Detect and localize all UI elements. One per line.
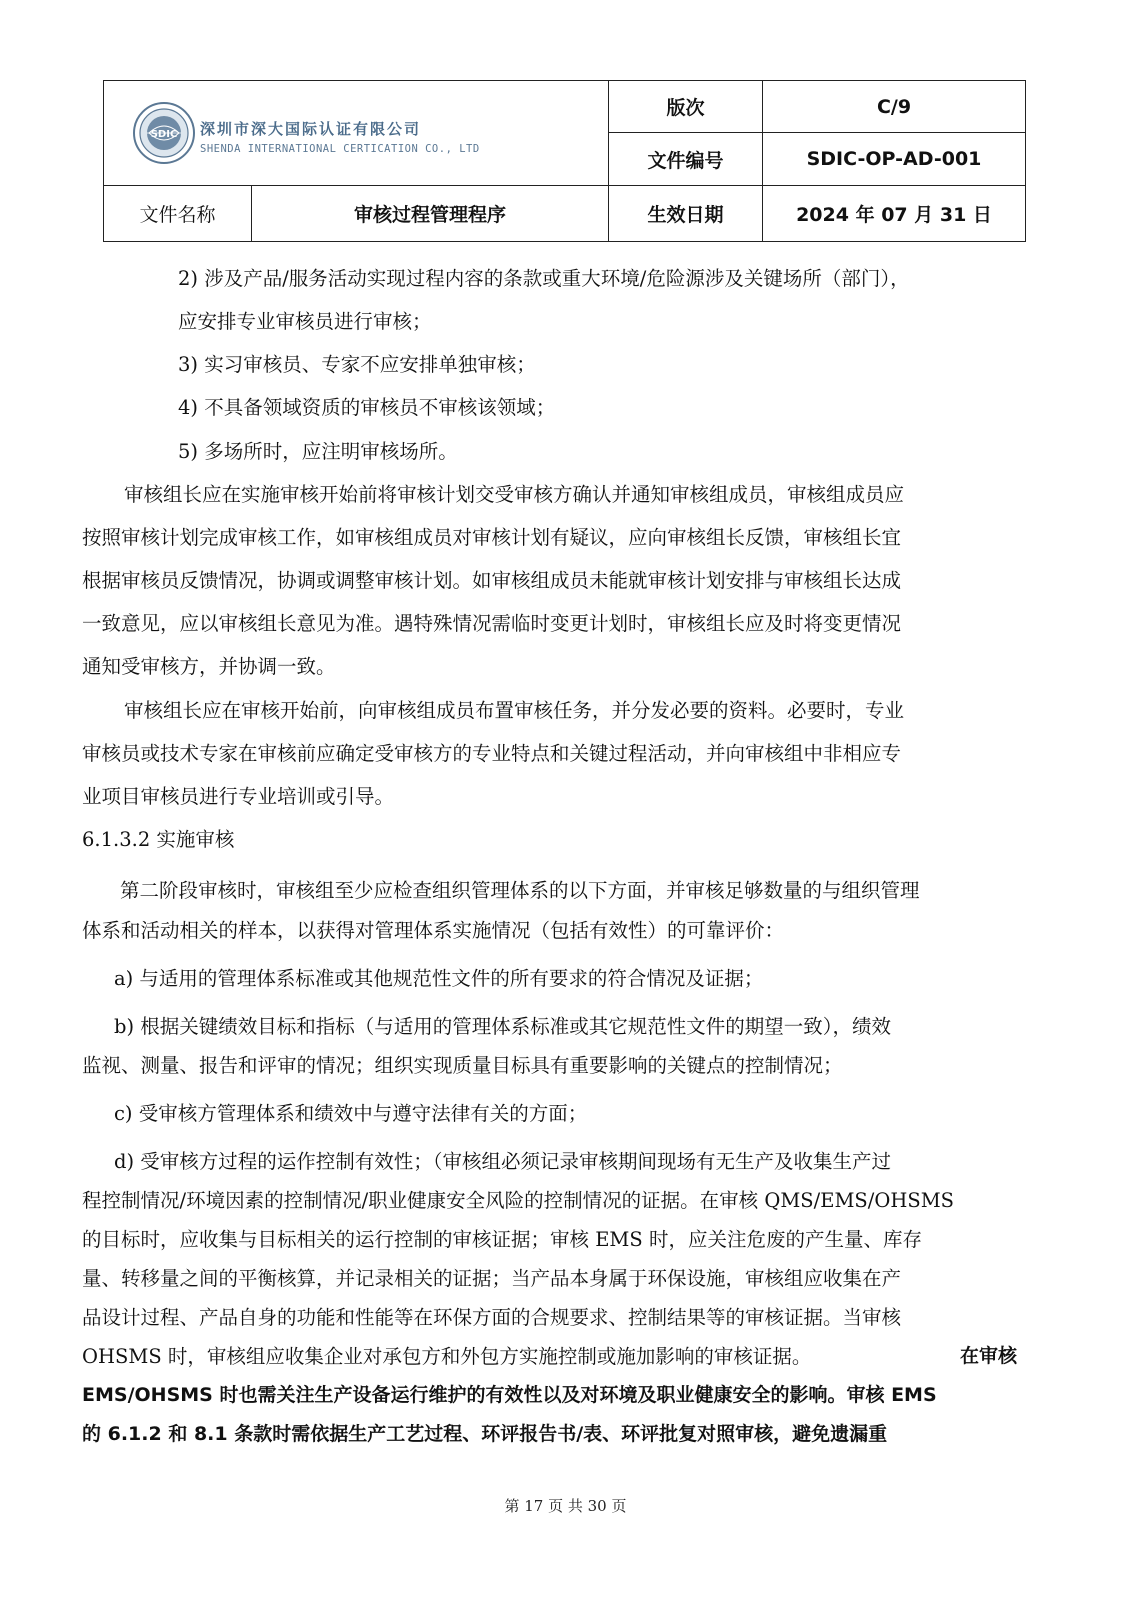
list-item: 5) 多场所时，应注明审核场所。	[178, 440, 458, 463]
company-name	[200, 118, 480, 155]
list-item-continuation: 监视、测量、报告和评审的情况；组织实现质量目标具有重要影响的关键点的控制情况；	[82, 1054, 843, 1077]
doc-name-value: 审核过程管理程序	[252, 186, 609, 242]
paragraph-line: 一致意见，应以审核组长意见为准。遇特殊情况需临时变更计划时，审核组长应及时将变更情况	[82, 612, 902, 635]
logo-text: SDIC	[150, 129, 178, 140]
list-item-continuation: 程控制情况/环境因素的控制情况/职业健康安全风险的控制情况的证据。在审核 QMS/EMS/OHSMS	[82, 1189, 955, 1212]
bold-emphasis: EMS/OHSMS 时也需关注生产设备运行维护的有效性以及对环境及职业健康安全的影响。审核 EMS	[82, 1384, 937, 1406]
list-item: d) 受审核方过程的运作控制有效性；（审核组必须记录审核期间现场有无生产及收集生产过	[114, 1150, 892, 1173]
paragraph-line: 体系和活动相关的样本，以获得对管理体系实施情况（包括有效性）的可靠评价：	[82, 919, 785, 942]
paragraph-line: 根据审核员反馈情况，协调或调整审核计划。如审核组成员未能就审核计划安排与审核组长达成	[82, 569, 902, 592]
document-header-table	[103, 80, 1026, 242]
version-value: C/9	[763, 81, 1026, 133]
company-name-en: SHENDA INTERNATIONAL CERTICATION CO., LTD	[200, 142, 480, 155]
list-item-continuation: 应安排专业审核员进行审核；	[178, 310, 432, 333]
list-item-continuation: 量、转移量之间的平衡核算，并记录相关的证据；当产品本身属于环保设施，审核组应收集在产	[82, 1267, 902, 1290]
list-item: c) 受审核方管理体系和绩效中与遵守法律有关的方面；	[114, 1102, 588, 1125]
effective-date-label: 生效日期	[609, 186, 763, 242]
page-footer: 第 17 页 共 30 页	[504, 1497, 627, 1515]
doc-number-label: 文件编号	[609, 133, 763, 186]
bold-emphasis: 在审核	[960, 1345, 1018, 1367]
doc-name-label: 文件名称	[104, 186, 252, 242]
company-logo-cell	[104, 81, 609, 186]
paragraph-line: 审核组长应在实施审核开始前将审核计划交受审核方确认并通知审核组成员，审核组成员应	[124, 483, 905, 506]
doc-number-value: SDIC-OP-AD-001	[763, 133, 1026, 186]
paragraph-line: 第二阶段审核时，审核组至少应检查组织管理体系的以下方面，并审核足够数量的与组织管理	[120, 879, 920, 902]
list-item-continuation: OHSMS 时，审核组应收集企业对承包方和外包方实施控制或施加影响的审核证据。	[82, 1345, 812, 1368]
paragraph-line: 通知受审核方，并协调一致。	[82, 655, 336, 678]
list-item-continuation: 的目标时，应收集与目标相关的运行控制的审核证据；审核 EMS 时，应关注危废的产生量、库存	[82, 1228, 922, 1251]
effective-date-value: 2024 年 07 月 31 日	[763, 186, 1026, 242]
section-heading: 6.1.3.2 实施审核	[82, 828, 235, 851]
list-item: 2) 涉及产品/服务活动实现过程内容的条款或重大环境/危险源涉及关键场所（部门），	[178, 267, 910, 290]
paragraph-line: 审核组长应在审核开始前，向审核组成员布置审核任务，并分发必要的资料。必要时，专业	[124, 699, 905, 722]
paragraph-line: 审核员或技术专家在审核前应确定受审核方的专业特点和关键过程活动，并向审核组中非相应专	[82, 742, 902, 765]
paragraph-line: 业项目审核员进行专业培训或引导。	[82, 785, 395, 808]
list-item: 3) 实习审核员、专家不应安排单独审核；	[178, 353, 536, 376]
list-item: b) 根据关键绩效目标和指标（与适用的管理体系标准或其它规范性文件的期望一致），绩效	[114, 1015, 892, 1038]
sdic-logo-icon	[132, 101, 196, 165]
bold-emphasis: 的 6.1.2 和 8.1 条款时需依据生产工艺过程、环评报告书/表、环评批复对照审核，避免遗漏重	[82, 1423, 888, 1445]
list-item: 4) 不具备领域资质的审核员不审核该领域；	[178, 396, 556, 419]
list-item: a) 与适用的管理体系标准或其他规范性文件的所有要求的符合情况及证据；	[114, 967, 764, 990]
paragraph-line: 按照审核计划完成审核工作，如审核组成员对审核计划有疑议，应向审核组长反馈，审核组长宜	[82, 526, 902, 549]
company-name-cn: 深圳市深大国际认证有限公司	[200, 119, 422, 138]
version-label: 版次	[609, 81, 763, 133]
list-item-continuation: 品设计过程、产品自身的功能和性能等在环保方面的合规要求、控制结果等的审核证据。当审核	[82, 1306, 902, 1329]
